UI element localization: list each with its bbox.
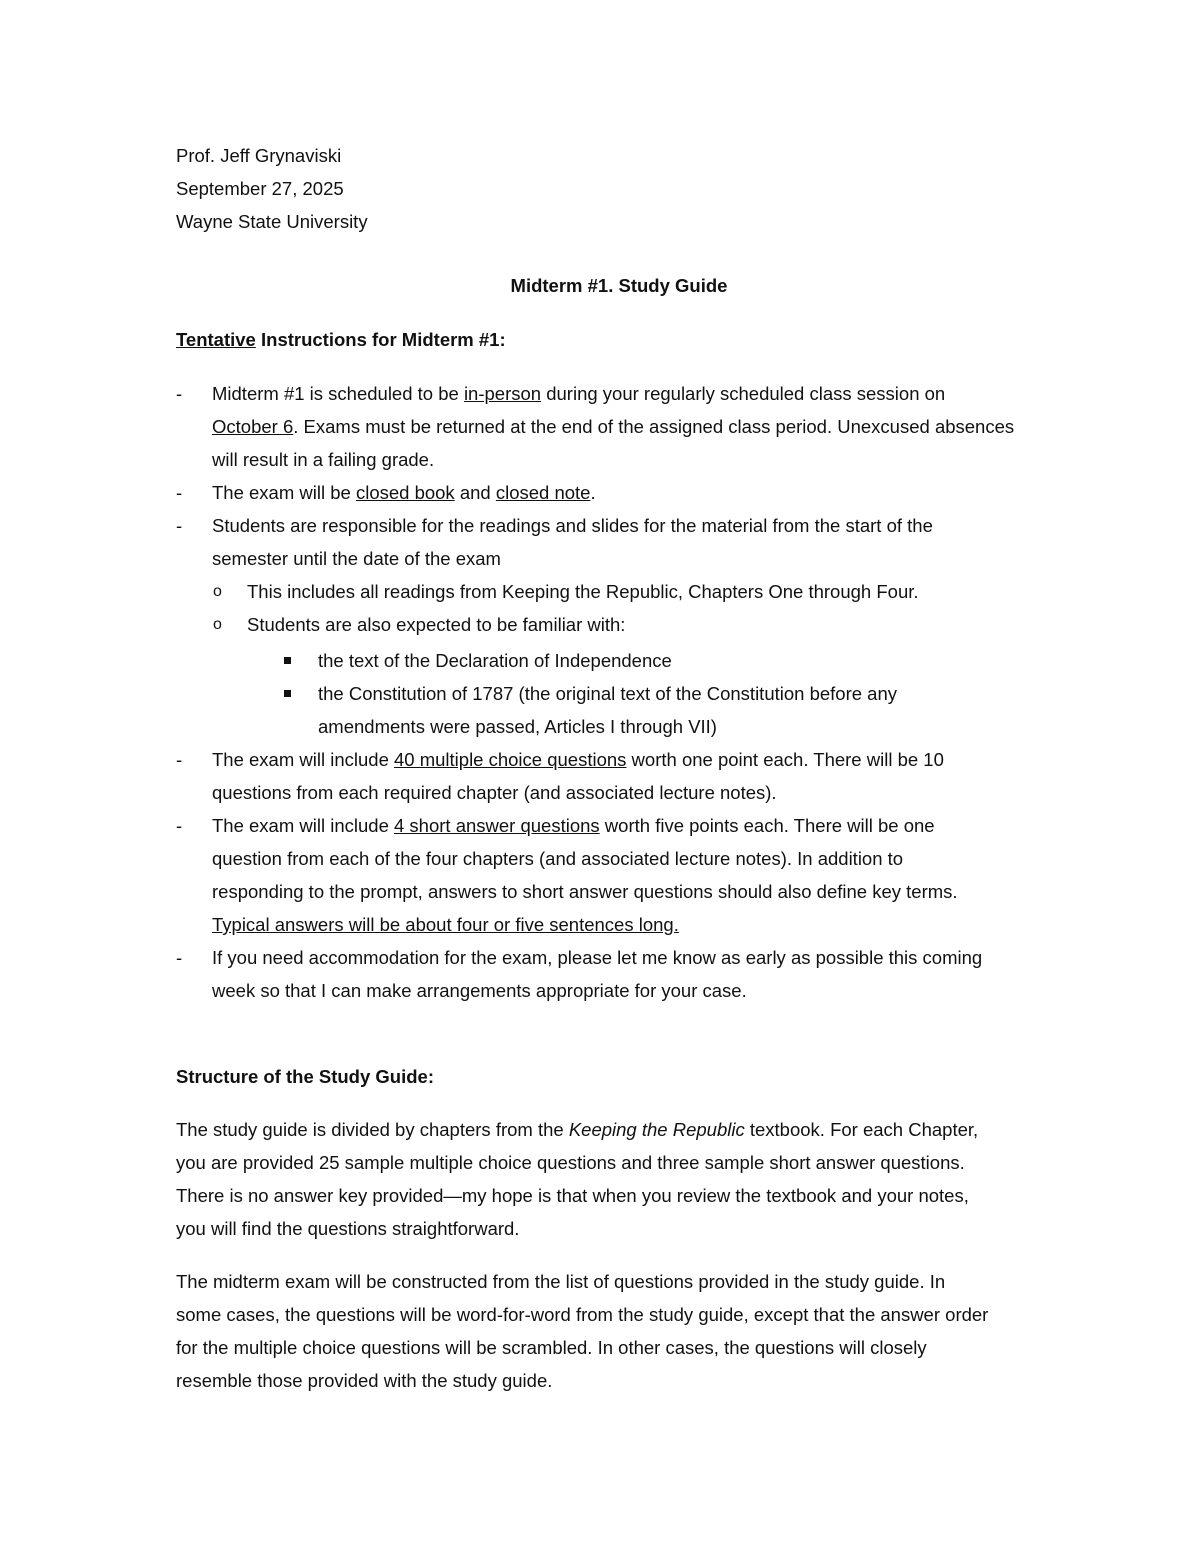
text-line — [212, 908, 1076, 941]
text-span: worth one point each. There will be 10 — [626, 749, 944, 770]
list-item — [176, 377, 1076, 476]
text-span: and — [454, 482, 496, 503]
sub-list — [176, 575, 1076, 641]
list-item — [176, 941, 1076, 1007]
document-title: Midterm #1. Study Guide — [510, 275, 728, 296]
text-span: The study guide is divided by chapters from the — [176, 1119, 569, 1140]
dash-bullet: - — [176, 515, 183, 536]
underlined-text: 4 short answer questions — [394, 815, 600, 836]
text-line: you will find the questions straightforward. — [176, 1218, 520, 1239]
instructions-heading-underlined: Tentative — [176, 329, 256, 350]
text-span: Midterm #1 is scheduled to be — [212, 383, 464, 404]
dash-bullet: - — [176, 482, 183, 503]
text-line: the text of the Declaration of Independence — [318, 650, 672, 671]
text-line: for the multiple choice questions will be scrambled. In other cases, the questions will closely — [176, 1337, 927, 1358]
text-line — [212, 809, 1076, 842]
sub-list-item — [176, 608, 1076, 641]
list-item — [176, 509, 1076, 575]
text-line: the Constitution of 1787 (the original text of the Constitution before any — [318, 683, 898, 704]
sub-sub-list-item — [176, 677, 1076, 743]
header-block — [176, 139, 876, 238]
sub-list-item — [176, 575, 1076, 608]
circle-bullet: o — [213, 616, 222, 633]
sub-sub-list-item — [176, 644, 1076, 677]
text-line — [212, 410, 1076, 443]
text-line: resemble those provided with the study guide. — [176, 1370, 553, 1391]
text-span: The exam will be — [212, 482, 356, 503]
paragraph — [176, 1113, 1066, 1245]
institution-line: Wayne State University — [176, 211, 368, 232]
underlined-text: Typical answers will be about four or five sentences long. — [212, 914, 679, 935]
dash-bullet: - — [176, 749, 183, 770]
dash-bullet: - — [176, 815, 183, 836]
text-line — [212, 377, 1076, 410]
circle-bullet: o — [213, 583, 222, 600]
text-line: will result in a failing grade. — [212, 449, 435, 470]
text-span: worth five points each. There will be one — [599, 815, 935, 836]
list-item — [176, 809, 1076, 941]
text-line: you are provided 25 sample multiple choice questions and three sample short answer questions. — [176, 1152, 965, 1173]
underlined-text: in-person — [463, 383, 542, 404]
sub-sub-list — [176, 644, 1076, 743]
text-line: semester until the date of the exam — [212, 548, 501, 569]
underlined-text: 40 multiple choice questions — [394, 749, 627, 770]
text-span: . — [590, 482, 596, 503]
text-line: This includes all readings from Keeping the Republic, Chapters One through Four. — [247, 581, 919, 602]
dash-bullet: - — [176, 383, 183, 404]
instructions-heading-rest: Instructions for Midterm #1: — [255, 329, 506, 350]
text-span: The exam will include — [212, 815, 394, 836]
structure-heading: Structure of the Study Guide: — [176, 1066, 434, 1087]
instructions-list-continued — [176, 743, 1076, 1007]
list-item — [176, 476, 1076, 509]
underlined-text: closed note — [495, 482, 591, 503]
square-bullet — [284, 657, 291, 664]
list-item — [176, 743, 1076, 809]
dash-bullet: - — [176, 947, 183, 968]
text-line: The midterm exam will be constructed from the list of questions provided in the study guide. In — [176, 1271, 946, 1292]
square-bullet — [284, 690, 291, 697]
text-line: question from each of the four chapters (and associated lecture notes). In addition to — [212, 848, 904, 869]
text-line: week so that I can make arrangements appropriate for your case. — [212, 980, 747, 1001]
text-line — [212, 743, 1076, 776]
instructions-list — [176, 377, 1076, 575]
text-line: Students are also expected to be familiar with: — [247, 614, 626, 635]
text-line — [212, 476, 1076, 509]
paragraph — [176, 1265, 1066, 1397]
author-line: Prof. Jeff Grynaviski — [176, 145, 342, 166]
instructions-heading — [176, 323, 506, 356]
italic-text: Keeping the Republic — [568, 1119, 745, 1140]
text-span: . Exams must be returned at the end of the assigned class period. Unexcused absences — [293, 416, 1015, 437]
text-span: during your regularly scheduled class session on — [541, 383, 946, 404]
text-line: There is no answer key provided—my hope is that when you review the textbook and your notes, — [176, 1185, 969, 1206]
underlined-text: closed book — [355, 482, 455, 503]
text-line: If you need accommodation for the exam, please let me know as early as possible this coming — [212, 947, 983, 968]
text-line: Students are responsible for the readings and slides for the material from the start of the — [212, 515, 933, 536]
underlined-text: October 6 — [212, 416, 294, 437]
text-line: responding to the prompt, answers to short answer questions should also define key terms. — [212, 881, 958, 902]
text-span: textbook. For each Chapter, — [744, 1119, 979, 1140]
text-line: questions from each required chapter (and associated lecture notes). — [212, 782, 777, 803]
text-line — [176, 1113, 1066, 1146]
text-line: amendments were passed, Articles I through VII) — [318, 716, 717, 737]
date-line: September 27, 2025 — [176, 178, 344, 199]
text-line: some cases, the questions will be word-for-word from the study guide, except that the answer order — [176, 1304, 989, 1325]
text-span: The exam will include — [212, 749, 394, 770]
